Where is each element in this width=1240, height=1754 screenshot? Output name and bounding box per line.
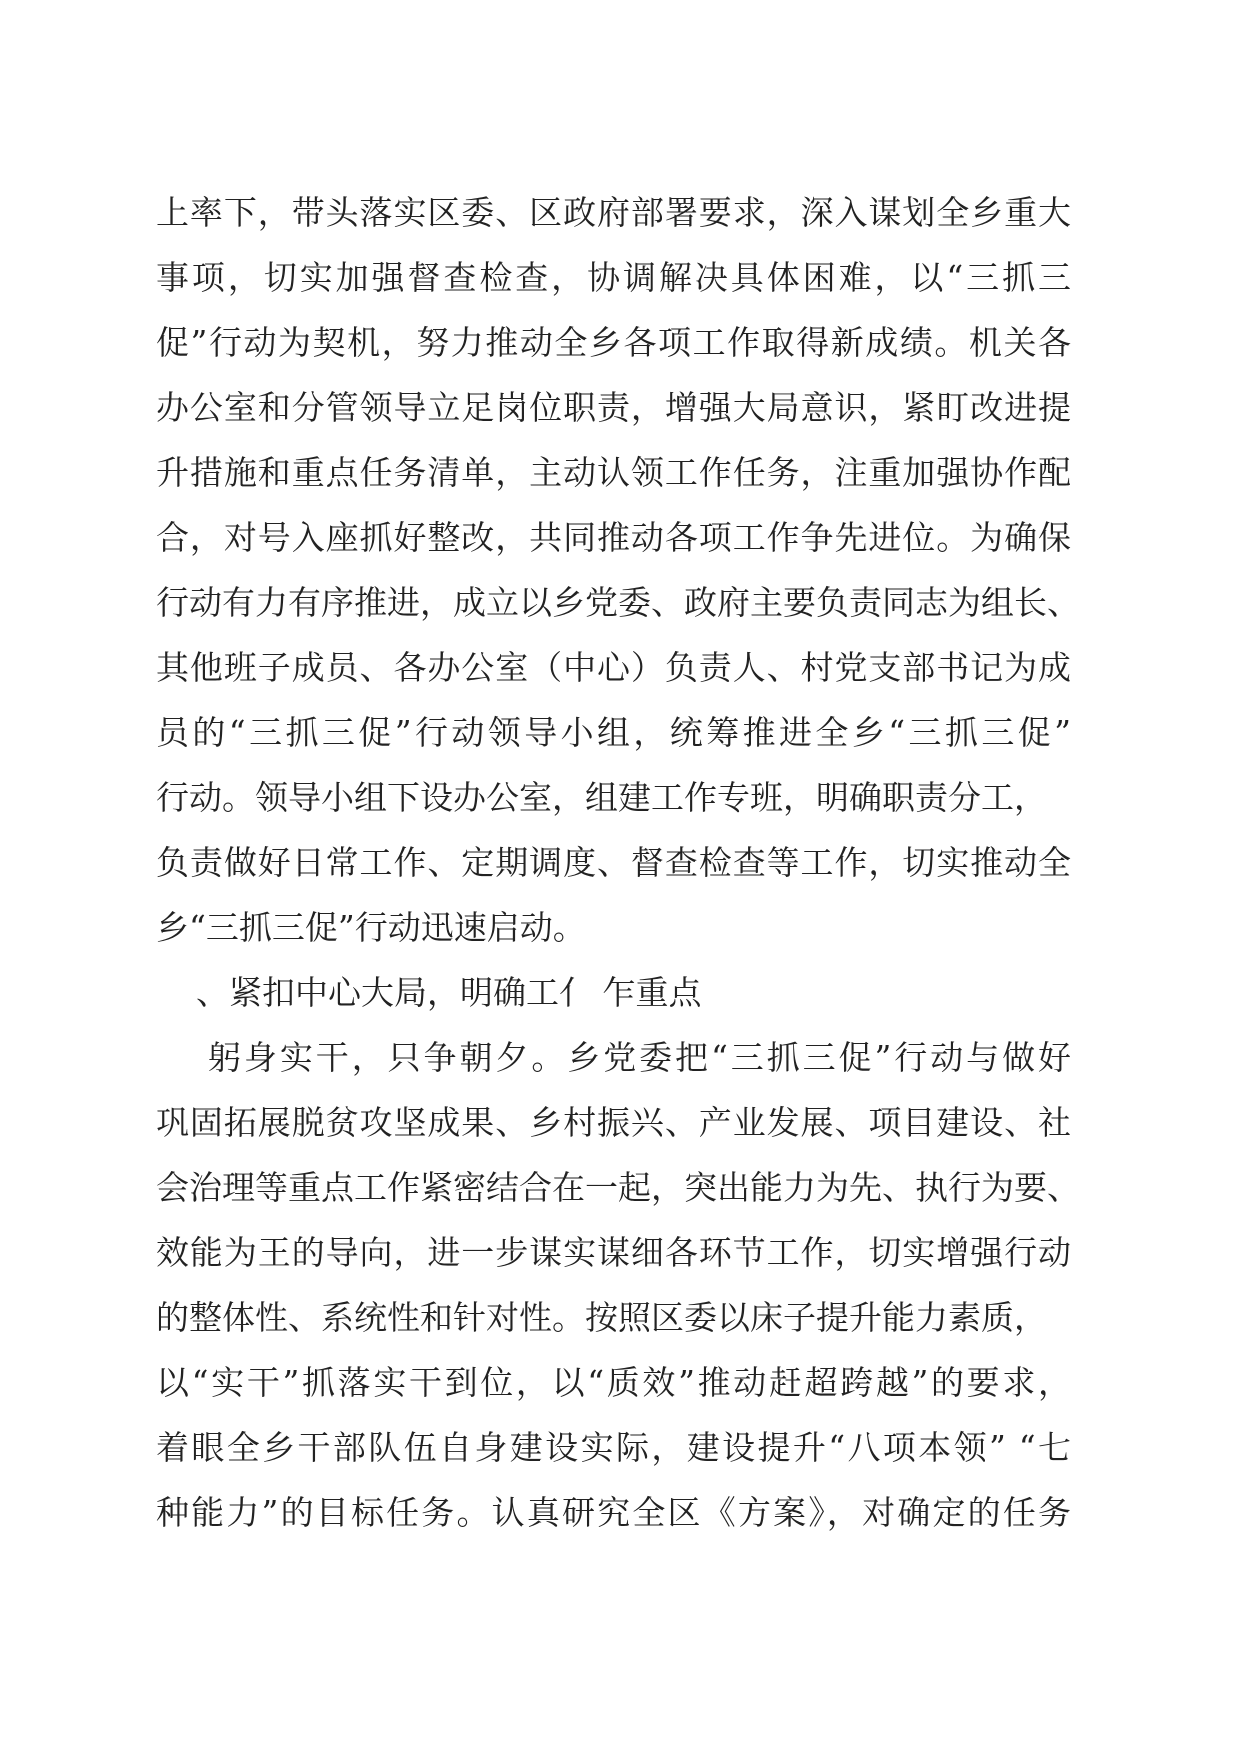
text-line: 上率下，带头落实区委、区政府部署要求，深入谋划全乡重大 (156, 193, 1071, 232)
paragraph-1 (156, 180, 1080, 960)
text-line: 会治理等重点工作紧密结合在一起，突出能力为先、执行为要、 (156, 1168, 1080, 1207)
text-line: 合，对号入座抓好整改，共同推动各项工作争先进位。为确保 (156, 518, 1071, 557)
text-line: 着眼全乡干部队伍自身建设实际，建设提升“八项本领” “七 (156, 1428, 1071, 1467)
text-line: 效能为王的导向，进一步谋实谋细各环节工作，切实增强行动 (156, 1233, 1071, 1272)
text-line: 以“实干”抓落实干到位，以“质效”推动赶超跨越”的要求， (156, 1363, 1071, 1402)
text-line: 办公室和分管领导立足岗位职责，增强大局意识，紧盯改进提 (156, 388, 1071, 427)
text-line: 员的“三抓三促”行动领导小组，统筹推进全乡“三抓三促” (156, 713, 1071, 752)
section-heading: 、紧扣中心大局，明确工亻 乍重点 (196, 973, 702, 1012)
text-line: 行动有力有序推进，成立以乡党委、政府主要负责同志为组长、 (156, 583, 1080, 622)
document-page (156, 180, 1080, 1545)
text-line: 巩固拓展脱贫攻坚成果、乡村振兴、产业发展、项目建设、社 (156, 1103, 1071, 1142)
text-line: 乡“三抓三促”行动迅速启动。 (156, 908, 586, 947)
text-line: 升措施和重点任务清单，主动认领工作任务，注重加强协作配 (156, 453, 1071, 492)
paragraph-2 (156, 1025, 1080, 1545)
text-line: 的整体性、系统性和针对性。按照区委以床子提升能力素质， (156, 1298, 1047, 1337)
text-line: 行动。领导小组下设办公室，组建工作专班，明确职责分工， (156, 778, 1047, 817)
text-line: 躬身实干，只争朝夕。乡党委把“三抓三促”行动与做好 (208, 1038, 1071, 1077)
text-line: 事项，切实加强督查检查，协调解决具体困难，以“三抓三 (156, 258, 1071, 297)
text-line: 负责做好日常工作、定期调度、督查检查等工作，切实推动全 (156, 843, 1071, 882)
text-line: 促”行动为契机，努力推动全乡各项工作取得新成绩。机关各 (156, 323, 1071, 362)
text-line: 种能力”的目标任务。认真研究全区《方案》，对确定的任务 (156, 1493, 1071, 1532)
text-line: 其他班子成员、各办公室（中心）负责人、村党支部书记为成 (156, 648, 1071, 687)
